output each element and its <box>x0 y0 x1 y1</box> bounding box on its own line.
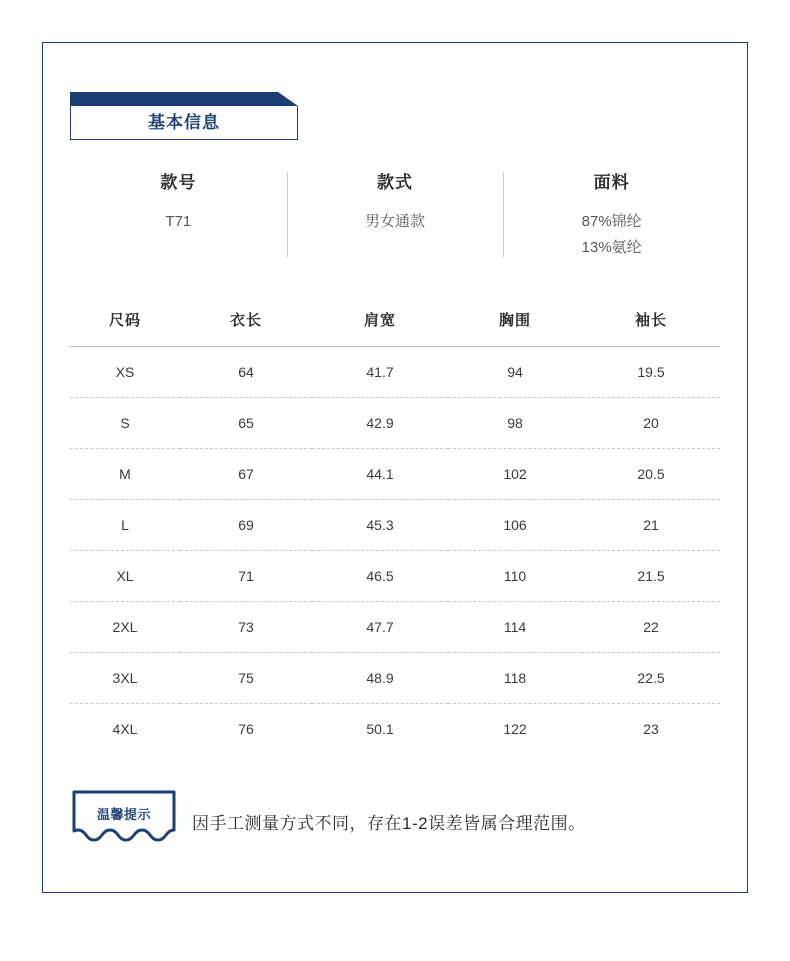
tip-badge-label: 温馨提示 <box>96 807 151 822</box>
cell-shoulder: 46.5 <box>366 568 394 584</box>
cell-length: 65 <box>238 415 254 431</box>
basic-info-value-style-no <box>76 209 281 235</box>
size-chart-header-sleeve: 袖长 <box>634 312 667 329</box>
table-row <box>70 653 720 704</box>
table-row <box>70 602 720 653</box>
cell-size: S <box>120 415 130 431</box>
basic-info-label-style: 款式 <box>377 173 413 192</box>
document-content <box>70 42 720 852</box>
section-header-banner <box>70 92 298 106</box>
cell-size: 2XL <box>112 619 138 635</box>
basic-info-value-style <box>293 209 498 235</box>
basic-info-label-fabric: 面料 <box>593 173 630 192</box>
cell-length: 71 <box>238 568 254 584</box>
tip-badge <box>70 790 178 852</box>
cell-chest: 122 <box>503 721 527 737</box>
cell-shoulder: 44.1 <box>366 466 394 482</box>
cell-shoulder: 47.7 <box>366 619 394 635</box>
basic-info-label-style-no: 款号 <box>160 173 197 192</box>
cell-shoulder: 42.9 <box>366 415 394 431</box>
cell-chest: 114 <box>503 619 527 635</box>
size-chart-header-row <box>70 301 720 347</box>
basic-info-value-style-no-line-1: T71 <box>165 213 192 230</box>
cell-sleeve: 21.5 <box>637 568 665 584</box>
basic-info-row <box>70 168 720 261</box>
cell-chest: 94 <box>507 364 523 380</box>
size-chart-header-chest: 胸围 <box>498 312 531 329</box>
cell-sleeve: 19.5 <box>637 364 665 380</box>
cell-chest: 110 <box>503 568 527 584</box>
cell-length: 75 <box>238 670 254 686</box>
cell-sleeve: 22 <box>643 619 659 635</box>
cell-size: XS <box>115 364 135 380</box>
table-row <box>70 500 720 551</box>
cell-size: 3XL <box>112 670 138 686</box>
cell-length: 76 <box>238 721 254 737</box>
table-row <box>70 704 720 755</box>
table-row <box>70 347 720 398</box>
cell-shoulder: 41.7 <box>366 364 394 380</box>
table-row <box>70 551 720 602</box>
size-chart-table <box>70 301 720 754</box>
size-chart-body <box>70 347 720 755</box>
cell-sleeve: 20.5 <box>637 466 665 482</box>
basic-info-value-fabric-line-1: 87%锦纶 <box>581 213 642 230</box>
cell-chest: 98 <box>507 415 523 431</box>
size-chart-header-size: 尺码 <box>108 312 141 329</box>
table-row <box>70 398 720 449</box>
cell-size: M <box>119 466 131 482</box>
basic-info-item-style <box>287 168 504 261</box>
cell-size: XL <box>116 568 134 584</box>
tip-row <box>70 790 720 852</box>
cell-shoulder: 50.1 <box>366 721 394 737</box>
cell-shoulder: 45.3 <box>366 517 394 533</box>
cell-chest: 102 <box>503 466 527 482</box>
size-chart-header-shoulder: 肩宽 <box>363 312 396 329</box>
cell-sleeve: 23 <box>643 721 659 737</box>
cell-size: L <box>121 517 129 533</box>
tip-text: 因手工测量方式不同，存在1-2误差皆属合理范围。 <box>192 813 586 833</box>
size-chart-head <box>70 301 720 347</box>
basic-info-value-style-line-1: 男女通款 <box>365 213 426 230</box>
cell-length: 69 <box>238 517 254 533</box>
cell-sleeve: 22.5 <box>637 670 665 686</box>
basic-info-value-fabric <box>509 209 714 261</box>
basic-info-value-fabric-line-2: 13%氨纶 <box>581 239 642 256</box>
cell-length: 73 <box>238 619 254 635</box>
cell-chest: 106 <box>503 517 527 533</box>
cell-chest: 118 <box>503 670 527 686</box>
cell-sleeve: 21 <box>643 517 659 533</box>
section-header-label: 基本信息 <box>148 113 220 132</box>
cell-size: 4XL <box>112 721 138 737</box>
size-chart-header-length: 衣长 <box>229 312 262 329</box>
cell-shoulder: 48.9 <box>366 670 394 686</box>
table-row <box>70 449 720 500</box>
cell-sleeve: 20 <box>643 415 659 431</box>
cell-length: 67 <box>238 466 254 482</box>
section-header-basic-info <box>70 92 298 140</box>
basic-info-item-fabric <box>503 168 720 261</box>
cell-length: 64 <box>238 364 254 380</box>
basic-info-item-style-no <box>70 168 287 261</box>
